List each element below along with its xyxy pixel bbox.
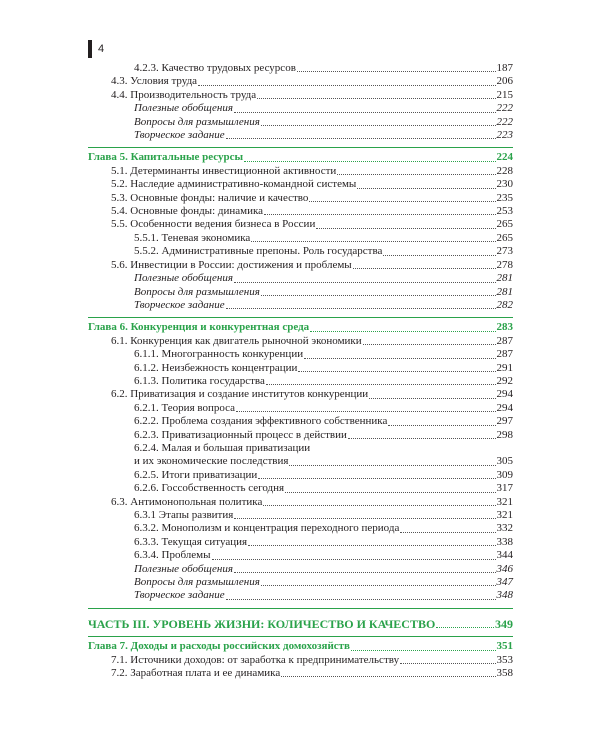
toc-entry-lvl2[interactable]: [88, 402, 513, 415]
toc-entry-lvl1[interactable]: [88, 667, 513, 680]
toc-entry-chapter[interactable]: [88, 640, 513, 653]
dot-leader: [248, 544, 495, 546]
toc-entry-title: Полезные обобщения: [134, 102, 233, 115]
dot-leader: [298, 370, 495, 372]
toc-entry-title: Вопросы для размышления: [134, 115, 260, 128]
toc-entry-page: 273: [496, 245, 513, 258]
toc-entry-page: 321: [496, 509, 513, 521]
toc-entry-chapter[interactable]: [88, 321, 513, 334]
dot-leader: [226, 598, 496, 600]
toc-entry-aux[interactable]: [88, 286, 513, 299]
toc-entry-page: 294: [496, 388, 513, 401]
toc-entry-page: 206: [496, 75, 513, 88]
toc-entry-lvl2[interactable]: [88, 429, 513, 442]
dot-leader: [264, 213, 495, 215]
toc-entry-title: 5.1. Детерминанты инвестиционной активности: [111, 164, 337, 177]
section-divider: [88, 317, 513, 318]
toc-entry-title: 5.3. Основные фонды: наличие и качество: [111, 191, 309, 204]
dot-leader: [263, 504, 495, 506]
toc-entry-title: 6.3.4. Проблемы: [134, 549, 211, 562]
toc-entry-title: 6.3.1 Этапы развития: [134, 509, 234, 521]
dot-leader: [261, 124, 496, 126]
dot-leader: [258, 477, 495, 479]
toc-entry-lvl2[interactable]: [88, 415, 513, 428]
dot-leader: [348, 437, 496, 439]
toc-entry-title: 6.2.4. Малая и большая приватизации: [134, 441, 311, 454]
dot-leader: [234, 281, 496, 283]
toc-entry-part[interactable]: [88, 618, 513, 631]
toc-entry-aux[interactable]: [88, 589, 513, 602]
toc-entry-lvl2-cont[interactable]: [88, 442, 513, 455]
dot-leader: [436, 626, 494, 628]
toc-entry-title: 5.6. Инвестиции в России: достижения и проблемы: [111, 258, 352, 271]
toc-entry-title: 4.4. Производительность труда: [111, 88, 257, 101]
toc-entry-title: Творческое задание: [134, 298, 225, 311]
toc-entry-page: 309: [496, 468, 513, 481]
toc-entry-page: 305: [496, 455, 513, 468]
toc-entry-lvl2[interactable]: [88, 536, 513, 549]
toc-entry-title: 5.5. Особенности ведения бизнеса в России: [111, 218, 316, 231]
toc-entry-lvl1[interactable]: [88, 178, 513, 191]
dot-leader: [310, 330, 495, 332]
toc-entry-page: 358: [496, 667, 513, 680]
toc-entry-title: 6.1.3. Политика государства: [134, 374, 265, 387]
toc-entry-page: 278: [496, 258, 513, 271]
toc-entry-title: 6.3.3. Текущая ситуация: [134, 535, 248, 548]
dot-leader: [236, 410, 495, 412]
toc-entry-title: Глава 7. Доходы и расходы российских домохозяйств: [88, 640, 351, 653]
toc-entry-page: 351: [496, 640, 513, 653]
toc-entry-page: 287: [496, 334, 513, 347]
toc-entry-page: 348: [496, 589, 513, 602]
dot-leader: [251, 240, 495, 242]
toc-entry-title: 6.2. Приватизация и создание институтов конкуренции: [111, 388, 369, 401]
toc-entry-lvl1[interactable]: [88, 218, 513, 231]
dot-leader: [400, 531, 495, 533]
toc-entry-aux[interactable]: [88, 102, 513, 115]
toc-entry-page: 230: [496, 178, 513, 191]
toc-entry-page: 349: [495, 616, 513, 631]
toc-entry-page: 235: [496, 191, 513, 204]
toc-entry-page: 265: [496, 218, 513, 231]
toc-entry-lvl2[interactable]: [88, 375, 513, 388]
toc-entry-title: Полезные обобщения: [134, 272, 233, 285]
dot-leader: [281, 675, 495, 677]
toc-entry-lvl2[interactable]: [88, 232, 513, 245]
toc-entry-lvl1[interactable]: [88, 165, 513, 178]
section-divider: [88, 147, 513, 148]
toc-entry-page: 287: [496, 348, 513, 361]
toc-entry-lvl1[interactable]: [88, 654, 513, 667]
toc-entry-title: Глава 5. Капитальные ресурсы: [88, 151, 244, 164]
toc-entry-title: 6.2.3. Приватизационный процесс в действии: [134, 428, 347, 441]
dot-leader: [234, 517, 495, 519]
toc-entry-title: Творческое задание: [134, 129, 225, 142]
toc-entry-title: 6.2.6. Госсобственность сегодня: [134, 482, 285, 495]
toc-entry-page: 222: [496, 102, 513, 115]
dot-leader: [400, 662, 495, 664]
dot-leader: [226, 137, 496, 139]
dot-leader: [369, 397, 495, 399]
toc-entry-title: 6.3. Антимонопольная политика: [111, 495, 263, 508]
dot-leader: [198, 84, 495, 86]
toc-entry-title: 7.1. Источники доходов: от заработка к предпринимательству: [111, 653, 400, 666]
dot-leader: [337, 173, 495, 175]
table-of-contents: [88, 62, 513, 680]
dot-leader: [289, 464, 495, 466]
page-marker-bar: [88, 40, 92, 58]
toc-entry-aux[interactable]: [88, 563, 513, 576]
toc-entry-aux[interactable]: [88, 299, 513, 312]
toc-entry-lvl1[interactable]: [88, 205, 513, 218]
toc-entry-lvl2[interactable]: [88, 469, 513, 482]
page-header: [88, 40, 104, 58]
toc-entry-title: 5.2. Наследие административно-командной системы: [111, 178, 357, 191]
toc-entry-lvl1[interactable]: [88, 388, 513, 401]
toc-entry-page: 228: [496, 164, 513, 177]
toc-entry-title: 4.2.3. Качество трудовых ресурсов: [134, 62, 296, 74]
dot-leader: [257, 97, 495, 99]
dot-leader: [285, 491, 495, 493]
dot-leader: [357, 187, 495, 189]
toc-entry-page: 353: [496, 653, 513, 666]
toc-entry-aux[interactable]: [88, 116, 513, 129]
dot-leader: [353, 267, 496, 269]
toc-entry-aux[interactable]: [88, 576, 513, 589]
dot-leader: [304, 357, 495, 359]
toc-entry-page: 215: [496, 88, 513, 101]
toc-entry-title: 6.2.1. Теория вопроса: [134, 401, 236, 414]
dot-leader: [351, 649, 495, 651]
toc-entry-lvl1[interactable]: [88, 192, 513, 205]
toc-entry-title: 6.2.5. Итоги приватизации: [134, 468, 258, 481]
toc-entry-aux[interactable]: [88, 129, 513, 142]
toc-entry-title: 5.5.1. Теневая экономика: [134, 231, 251, 244]
dot-leader: [316, 227, 495, 229]
toc-entry-page: 187: [496, 62, 513, 74]
toc-entry-page: 291: [496, 361, 513, 374]
toc-entry-lvl1[interactable]: [88, 259, 513, 272]
toc-entry-page: 224: [496, 151, 513, 164]
dot-leader: [297, 70, 496, 72]
dot-leader: [363, 343, 496, 345]
toc-entry-title: 6.1. Конкуренция как двигатель рыночной экономики: [111, 334, 362, 347]
toc-entry-page: 281: [496, 272, 513, 285]
toc-entry-title: Полезные обобщения: [134, 562, 233, 575]
dot-leader: [388, 424, 495, 426]
toc-entry-title: 5.4. Основные фонды: динамика: [111, 205, 264, 218]
dot-leader: [244, 160, 495, 162]
toc-entry-lvl2[interactable]: [88, 509, 513, 522]
toc-entry-title: и их экономические последствия: [134, 455, 289, 468]
toc-entry-page: 298: [496, 428, 513, 441]
toc-entry-lvl1[interactable]: [88, 335, 513, 348]
toc-entry-lvl2[interactable]: [88, 348, 513, 361]
toc-entry-lvl1[interactable]: [88, 75, 513, 88]
dot-leader: [266, 383, 496, 385]
dot-leader: [212, 558, 496, 560]
toc-entry-page: 346: [496, 562, 513, 575]
toc-entry-page: 344: [496, 549, 513, 562]
toc-entry-page: 283: [496, 321, 513, 334]
dot-leader: [383, 254, 495, 256]
toc-entry-page: 294: [496, 401, 513, 414]
toc-entry-page: 281: [496, 285, 513, 298]
toc-entry-page: 265: [496, 231, 513, 244]
toc-entry-title: 6.3.2. Монополизм и концентрация переходного периода: [134, 522, 400, 535]
toc-entry-title: Глава 6. Конкуренция и конкурентная среда: [88, 321, 310, 334]
section-divider: [88, 636, 513, 637]
toc-entry-page: 222: [496, 115, 513, 128]
toc-entry-title: ЧАСТЬ III. УРОВЕНЬ ЖИЗНИ: КОЛИЧЕСТВО И КАЧЕСТВО: [88, 616, 436, 631]
toc-entry-page: 253: [496, 205, 513, 218]
toc-entry-page: 317: [496, 482, 513, 495]
toc-entry-title: Вопросы для размышления: [134, 285, 260, 298]
dot-leader: [261, 584, 496, 586]
toc-entry-title: 7.2. Заработная плата и ее динамика: [111, 667, 281, 680]
toc-entry-lvl2[interactable]: [88, 455, 513, 468]
page-number: 4: [98, 43, 105, 55]
toc-entry-page: 297: [496, 415, 513, 428]
toc-entry-lvl1[interactable]: [88, 89, 513, 102]
toc-entry-title: Вопросы для размышления: [134, 576, 260, 589]
dot-leader: [234, 571, 496, 573]
dot-leader: [226, 307, 496, 309]
toc-entry-title: 6.1.2. Неизбежность концентрации: [134, 361, 298, 374]
dot-leader: [234, 111, 496, 113]
toc-entry-lvl2[interactable]: [88, 522, 513, 535]
toc-entry-page: 338: [496, 535, 513, 548]
toc-entry-lvl2[interactable]: [88, 362, 513, 375]
toc-entry-lvl2[interactable]: [88, 62, 513, 75]
toc-entry-title: 4.3. Условия труда: [111, 75, 198, 88]
toc-entry-page: 292: [496, 374, 513, 387]
toc-entry-title: 6.2.2. Проблема создания эффективного собственника: [134, 415, 388, 428]
toc-entry-title: 6.1.1. Многогранность конкуренции: [134, 348, 304, 361]
toc-entry-page: 332: [496, 522, 513, 535]
toc-entry-page: 347: [496, 576, 513, 589]
toc-entry-chapter[interactable]: [88, 151, 513, 164]
toc-entry-lvl2[interactable]: [88, 549, 513, 562]
toc-entry-aux[interactable]: [88, 272, 513, 285]
dot-leader: [309, 200, 495, 202]
toc-entry-page: 223: [496, 129, 513, 142]
toc-entry-lvl2[interactable]: [88, 245, 513, 258]
toc-entry-page: 282: [496, 298, 513, 311]
section-divider: [88, 608, 513, 609]
toc-entry-lvl1[interactable]: [88, 496, 513, 509]
dot-leader: [261, 294, 496, 296]
toc-entry-title: 5.5.2. Административные препоны. Роль государства: [134, 245, 383, 258]
toc-entry-page: 321: [496, 495, 513, 508]
toc-entry-title: Творческое задание: [134, 589, 225, 602]
toc-entry-lvl2[interactable]: [88, 482, 513, 495]
